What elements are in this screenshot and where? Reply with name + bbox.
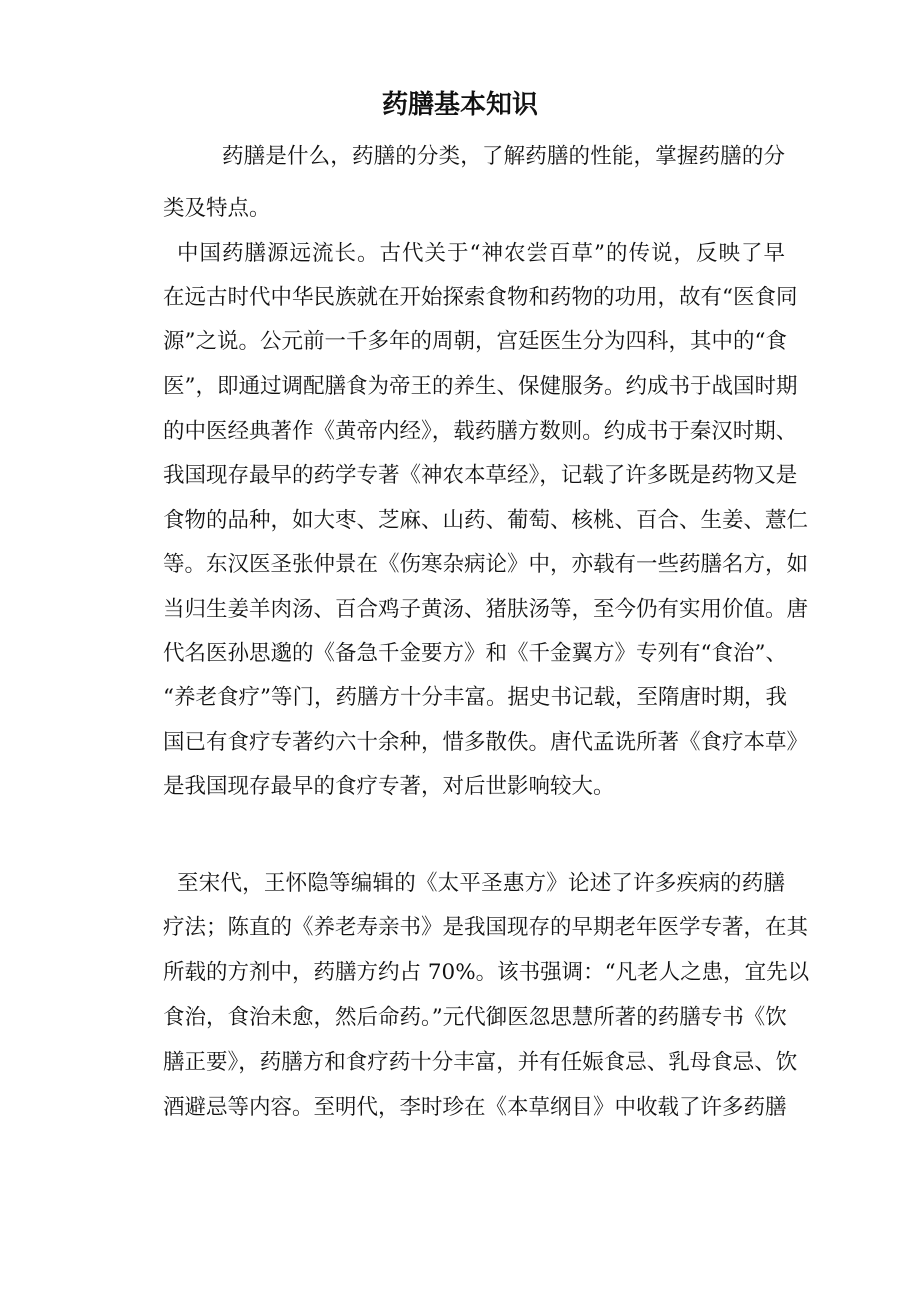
text-line: 至宋代，王怀隐等编辑的《太平圣惠方》论述了许多疾病的药膳 (177, 871, 785, 896)
text-line: 在远古时代中华民族就在开始探索食物和药物的功用，故有“医食同 (163, 285, 798, 310)
text-line: 代名医孙思邈的《备急千金要方》和《千金翼方》专列有“食治”、 (163, 641, 787, 666)
text-line: 医”，即通过调配膳食为帝王的养生、保健服务。约成书于战国时期 (163, 374, 798, 399)
text-line: 源”之说。公元前一千多年的周朝，宫廷医生分为四科，其中的“食 (163, 329, 787, 354)
text-line: 膳正要》，药膳方和食疗药十分丰富，并有任娠食忌、乳母食忌、饮 (163, 1050, 798, 1075)
document-title: 药膳基本知识 (381, 90, 538, 120)
text-line: 的中医经典著作《黄帝内经》，载药膳方数则。约成书于秦汉时期、 (163, 419, 798, 444)
text-line: 类及特点。 (163, 196, 271, 221)
text-line: 酒避忌等内容。至明代，李时珍在《本草纲目》中收载了许多药膳 (163, 1095, 787, 1120)
text-line: 食物的品种，如大枣、芝麻、山药、葡萄、核桃、百合、生姜、薏仁 (163, 508, 809, 533)
text-line: 当归生姜羊肉汤、百合鸡子黄汤、猪肤汤等，至今仍有实用价值。唐 (163, 597, 809, 622)
text-line: 食治，食治未愈，然后命药。”元代御医忽思慧所著的药膳专书《饮 (163, 1005, 787, 1030)
text-line: 国已有食疗专著约六十余种，惜多散佚。唐代孟诜所著《食疗本草》 (163, 730, 809, 755)
text-line: 所载的方剂中，药膳方约占 70%。该书强调：“凡老人之患，宜先以 (163, 960, 810, 985)
text-line: 疗法；陈直的《养老寿亲书》是我国现存的早期老年医学专著，在其 (163, 915, 809, 940)
text-line: “养老食疗”等门，药膳方十分丰富。据史书记载，至隋唐时期，我 (163, 685, 787, 710)
text-line: 是我国现存最早的食疗专著，对后世影响较大。 (163, 774, 615, 799)
text-line: 我国现存最早的药学专著《神农本草经》，记载了许多既是药物又是 (163, 463, 798, 488)
text-line: 等。东汉医圣张仲景在《伤寒杂病论》中，亦载有一些药膳名方，如 (163, 552, 809, 577)
text-line: 中国药膳源远流长。古代关于“神农尝百草”的传说，反映了早 (177, 241, 785, 266)
text-line: 药膳是什么，药膳的分类，了解药膳的性能，掌握药膳的分 (222, 144, 785, 169)
